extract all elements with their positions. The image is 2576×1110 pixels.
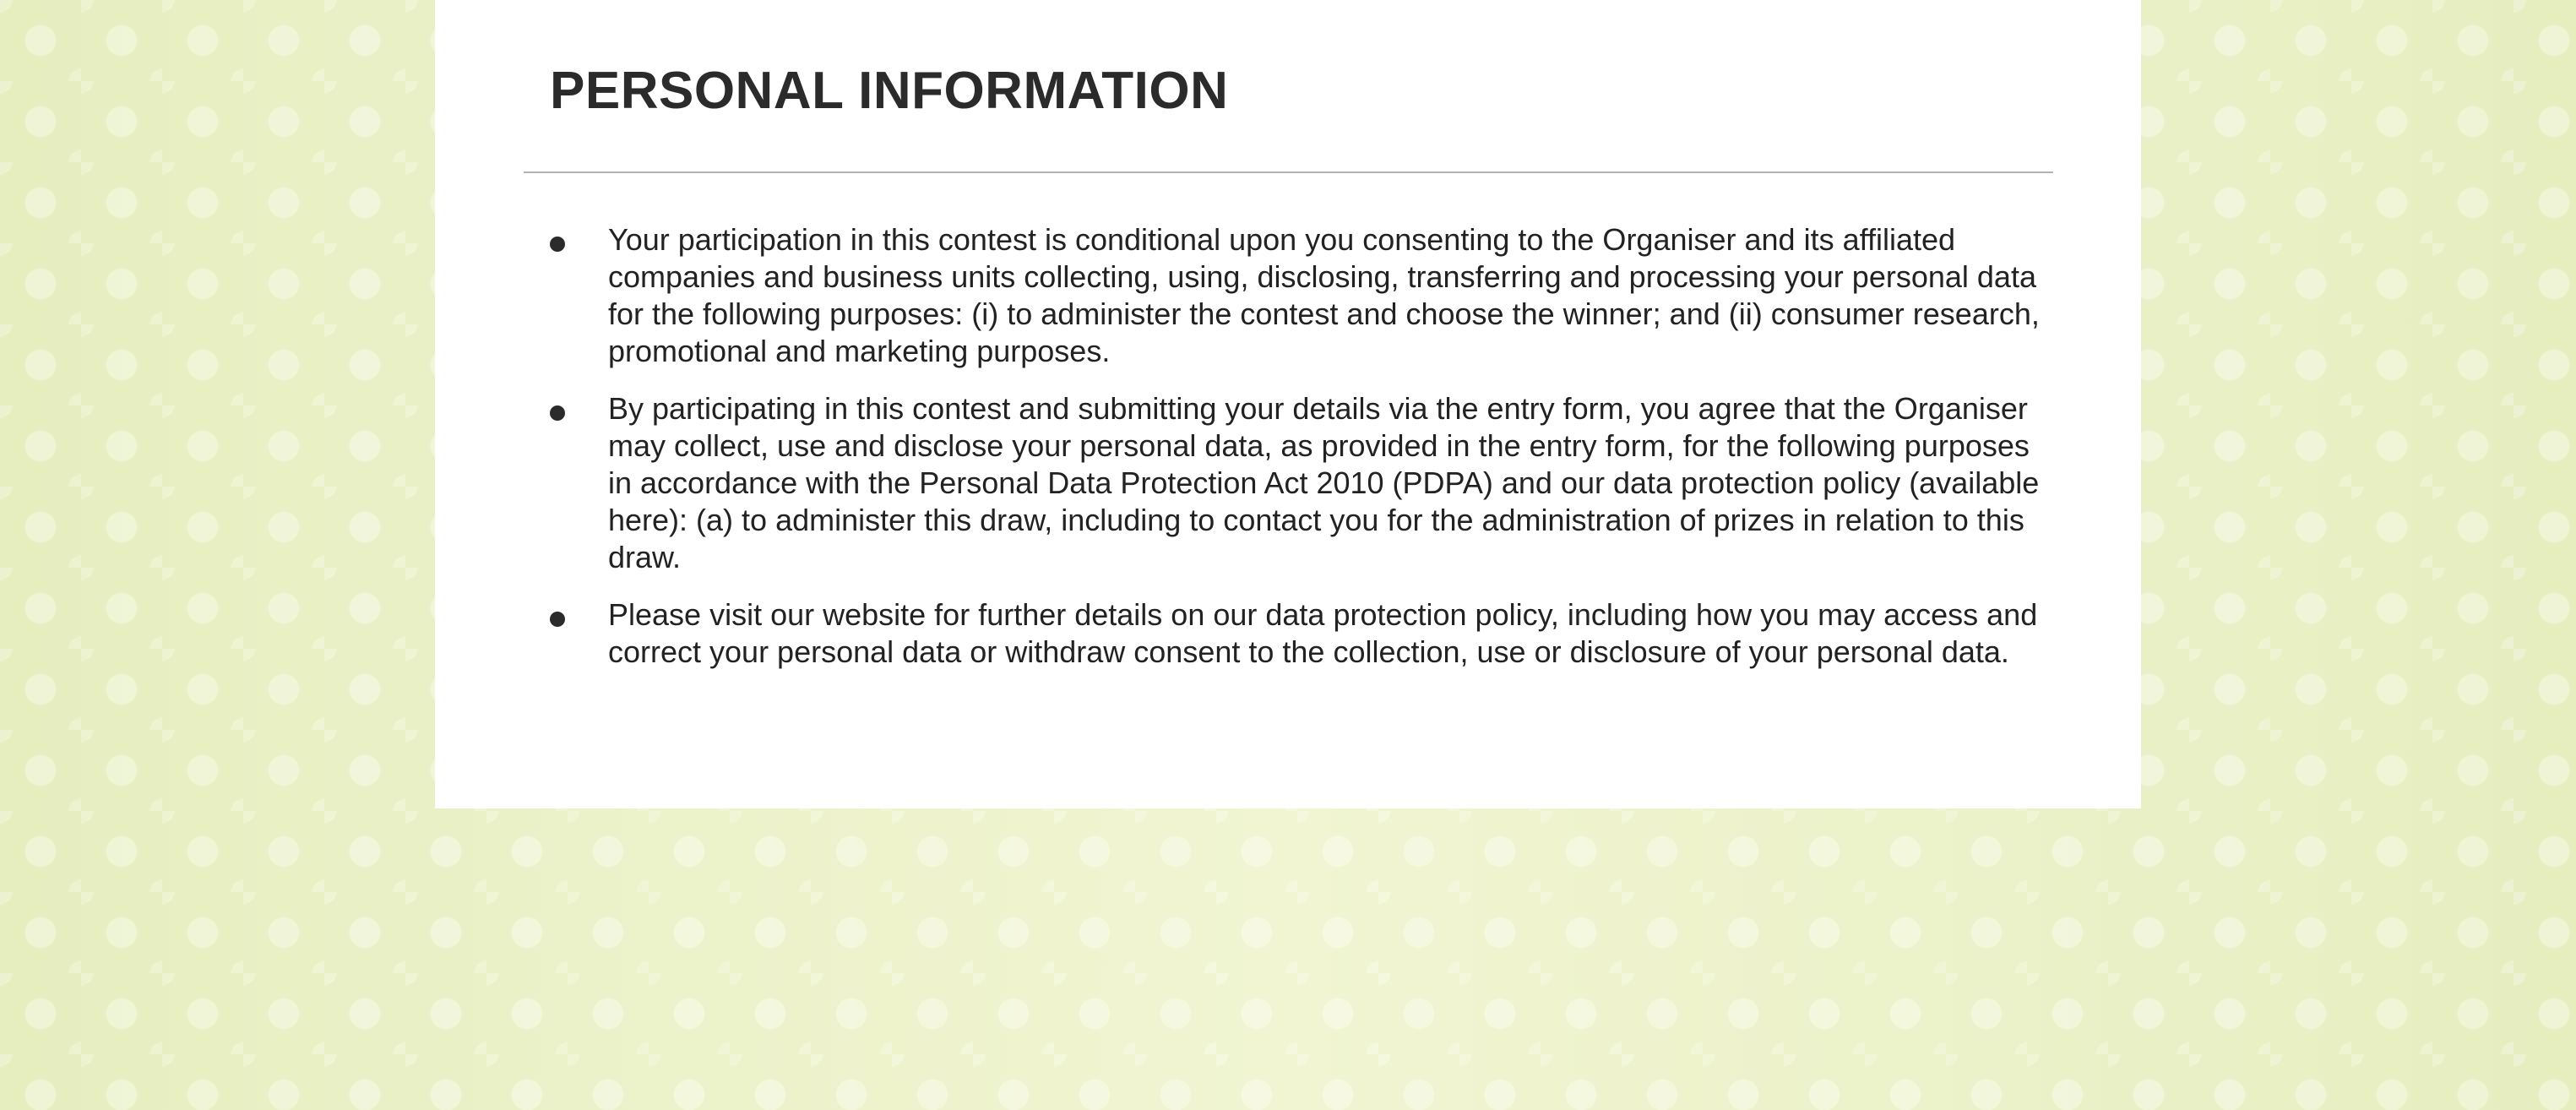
list-item-website [550, 596, 2053, 671]
list-item-pdpa [550, 390, 2053, 576]
list-item-text: Please visit our website for further details on our data protection policy, including how you may access and correct your personal data or withdraw consent to the collection, use or disclosure of your personal data. [608, 597, 2038, 669]
section-title: PERSONAL INFORMATION [550, 62, 1229, 120]
bullet-dot-icon [550, 612, 565, 627]
section-divider [524, 171, 2053, 173]
list-item-consent [550, 221, 2053, 370]
personal-information-card [435, 0, 2141, 808]
list-item-text: Your participation in this contest is conditional upon you consenting to the Organiser and its affiliated companies and business units collecting, using, disclosing, transferring and processing your personal data for the following purposes: (i) to administer the contest and choose the winner; and (ii) consumer research, promotional and marketing purposes. [608, 222, 2040, 368]
bullet-dot-icon [550, 237, 565, 252]
bullet-dot-icon [550, 405, 565, 421]
list-item-text: By participating in this contest and submitting your details via the entry form, you agree that the Organiser may collect, use and disclose your personal data, as provided in the entry form, for the following purposes in accordance with the Personal Data Protection Act 2010 (PDPA) and our data protection policy (available here): (a) to administer this draw, including to contact you for the administration of prizes in relation to this draw. [608, 391, 2040, 574]
personal-information-list [550, 221, 2053, 691]
